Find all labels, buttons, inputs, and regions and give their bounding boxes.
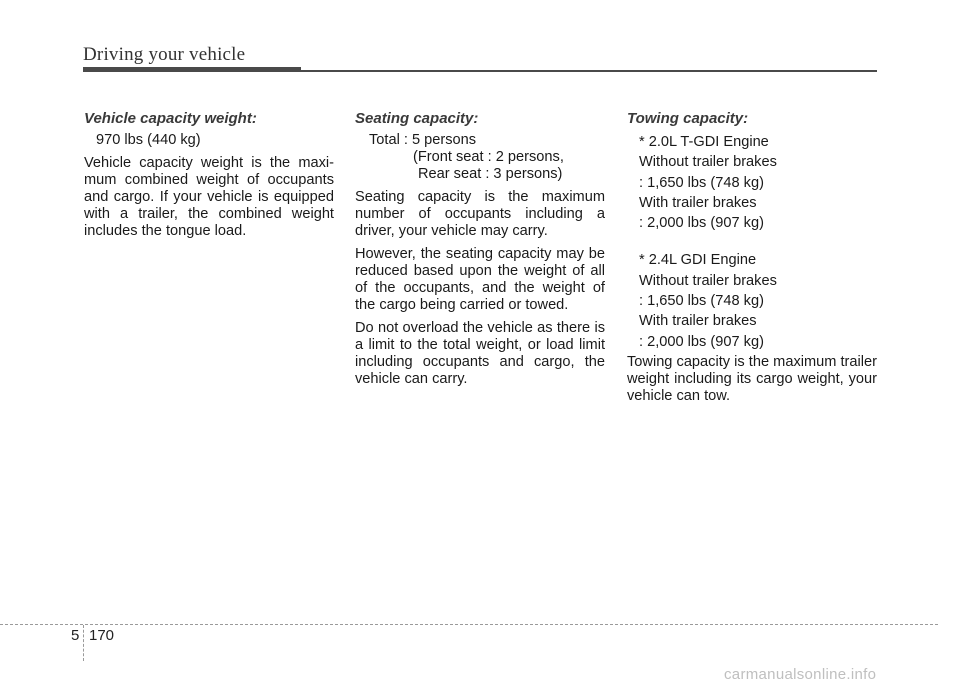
without-brakes-label: Without trailer brakes [639, 154, 777, 171]
without-brakes-value: : 1,650 lbs (748 kg) [639, 174, 764, 191]
seating-capacity-heading: Seating capacity: [355, 110, 479, 127]
page-header-title: Driving your vehicle [83, 44, 246, 65]
footer-divider [83, 625, 84, 661]
seating-paragraph: Seating capacity is the maximum number of occupants including a driver, your vehicle may carry. [355, 189, 605, 239]
with-brakes-label: With trailer brakes [639, 313, 757, 330]
towing-capacity-heading: Towing capacity: [627, 110, 749, 127]
seating-total: Total : 5 persons [369, 132, 477, 148]
towing-capacity-column [627, 110, 877, 411]
page-number: 170 [89, 627, 115, 644]
without-brakes-label: Without trailer brakes [639, 272, 777, 289]
engine-name: * 2.0L T-GDI Engine [639, 134, 769, 150]
without-brakes-value: : 1,650 lbs (748 kg) [639, 293, 764, 310]
spacer [627, 233, 877, 250]
with-brakes-value: : 2,000 lbs (907 kg) [639, 333, 764, 350]
towing-description: Towing capacity is the maximum trailer weight including its cargo weight, your vehicle can tow. [627, 353, 877, 404]
footer-rule [0, 624, 938, 625]
section-number: 5 [71, 627, 80, 644]
with-brakes-label: With trailer brakes [639, 194, 757, 211]
seating-front: (Front seat : 2 persons, [413, 149, 564, 165]
seating-paragraph: Do not overload the vehicle as there is a limit to the total weight, or load limit including occupants and cargo, the vehicle can carry. [355, 320, 605, 387]
engine-name: * 2.4L GDI Engine [639, 252, 757, 269]
seating-rear: Rear seat : 3 persons) [418, 166, 563, 182]
with-brakes-value: : 2,000 lbs (907 kg) [639, 215, 764, 232]
seating-capacity-column [355, 110, 605, 394]
vehicle-capacity-heading: Vehicle capacity weight: [84, 110, 257, 127]
header-rule-thin [301, 70, 877, 72]
header-rule-thick [83, 67, 301, 72]
vehicle-capacity-description: Vehicle capacity weight is the maxi-mum combined weight of occupants and cargo. If your vehicle is equipped with a trailer, the combined weight includes the tongue load. [84, 155, 334, 239]
watermark-text: carmanualsonline.info [724, 666, 877, 683]
seating-paragraph: However, the seating capacity may be reduced based upon the weight of all of the occupants, and the weight of the cargo being carried or towed. [355, 246, 605, 313]
vehicle-capacity-value: 970 lbs (440 kg) [96, 132, 201, 148]
vehicle-capacity-column [84, 110, 334, 246]
